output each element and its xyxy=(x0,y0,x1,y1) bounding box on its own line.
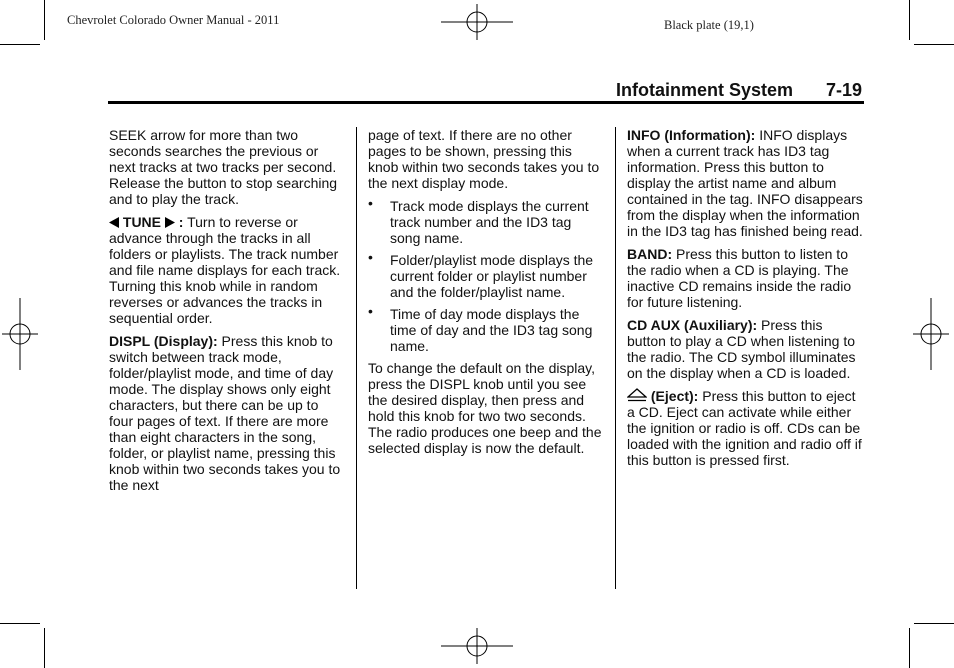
displ-label: DISPL (Display): xyxy=(109,333,218,349)
column-divider xyxy=(356,127,357,589)
column-divider xyxy=(615,127,616,589)
seek-paragraph: SEEK arrow for more than two seconds searches the previous or next tracks at two tracks per second. Release the button to stop searching and to play the track. xyxy=(109,127,338,207)
list-item: • Track mode displays the current track number and the ID3 tag song name. xyxy=(368,195,589,246)
info-paragraph xyxy=(627,127,865,239)
bullet-icon: • xyxy=(368,249,373,265)
registration-mark-icon xyxy=(913,298,949,370)
column-2 xyxy=(368,127,604,463)
default-paragraph: To change the default on the display, press the DISPL knob until you see the desired display, then press and hold this knob for two two seconds. The radio produces one beep and the selected display is now the default. xyxy=(368,360,602,456)
crop-mark xyxy=(0,44,40,45)
displ-paragraph xyxy=(109,333,345,493)
registration-mark-icon xyxy=(441,4,513,40)
continued-paragraph: page of text. If there are no other pages to be shown, pressing this knob within two seconds takes you to the next display mode. xyxy=(368,127,600,191)
registration-mark-icon xyxy=(441,628,513,664)
eject-paragraph xyxy=(627,388,865,468)
cdaux-text: Press this button to play a CD when listening to the radio. The CD symbol illuminates on the display when a CD is loaded. xyxy=(627,317,856,381)
tune-text: Turn to reverse or advance through the tracks in all folders or playlists. The track number and file name displays for each track. Turning this knob while in random reverses or advances the tracks in sequential order. xyxy=(109,214,341,326)
tune-paragraph xyxy=(109,214,345,326)
eject-text: Press this button to eject a CD. Eject can activate while either the ignition or radio is off. CDs can be loaded with the ignition and radio off if this button is pressed first. xyxy=(627,388,862,468)
crop-mark xyxy=(914,623,954,624)
column-3 xyxy=(627,127,865,475)
eject-icon xyxy=(627,388,647,402)
list-item: • Folder/playlist mode displays the current folder or playlist number and the folder/playlist name. xyxy=(368,249,594,300)
header-rule xyxy=(108,101,864,104)
plate-label: Black plate (19,1) xyxy=(664,18,754,32)
registration-mark-icon xyxy=(2,298,38,370)
tune-label: TUNE xyxy=(122,214,162,230)
manual-title: Chevrolet Colorado Owner Manual - 2011 xyxy=(67,13,280,27)
tune-colon: : xyxy=(174,214,184,230)
crop-mark xyxy=(909,628,910,668)
info-label: INFO (Information): xyxy=(627,127,756,143)
info-text: INFO displays when a current track has ID3 tag information. Press this button to display the artist name and album contained in the tag. INFO disappears from the display when the information in the ID3 tag has finished being read. xyxy=(627,127,863,239)
crop-mark xyxy=(909,0,910,40)
tune-right-arrow-icon xyxy=(165,217,175,228)
crop-mark xyxy=(914,44,954,45)
band-paragraph xyxy=(627,246,865,310)
bullet-icon: • xyxy=(368,195,373,211)
band-label: BAND: xyxy=(627,246,673,262)
displ-text: Press this knob to switch between track mode, folder/playlist mode, and time of day mode. The display shows only eight characters, but there can be up to four pages of text. If there are more than eight characters in the song, folder, or playlist name, pressing this knob within two seconds takes you to the next xyxy=(109,333,341,493)
crop-mark xyxy=(44,628,45,668)
list-item: • Time of day mode displays the time of day and the ID3 tag song name. xyxy=(368,303,593,354)
page-number: 7-19 xyxy=(826,80,863,100)
mode-list xyxy=(368,195,604,354)
cdaux-paragraph xyxy=(627,317,865,381)
eject-label: (Eject): xyxy=(650,388,699,404)
crop-mark xyxy=(44,0,45,40)
tune-left-arrow-icon xyxy=(109,217,119,228)
bullet-icon: • xyxy=(368,303,373,319)
section-title: Infotainment System xyxy=(616,80,794,100)
crop-mark xyxy=(0,623,40,624)
band-text: Press this button to listen to the radio when a CD is playing. The inactive CD remains inside the radio for future listening. xyxy=(627,246,852,310)
column-1 xyxy=(109,127,345,500)
cdaux-label: CD AUX (Auxiliary): xyxy=(627,317,758,333)
